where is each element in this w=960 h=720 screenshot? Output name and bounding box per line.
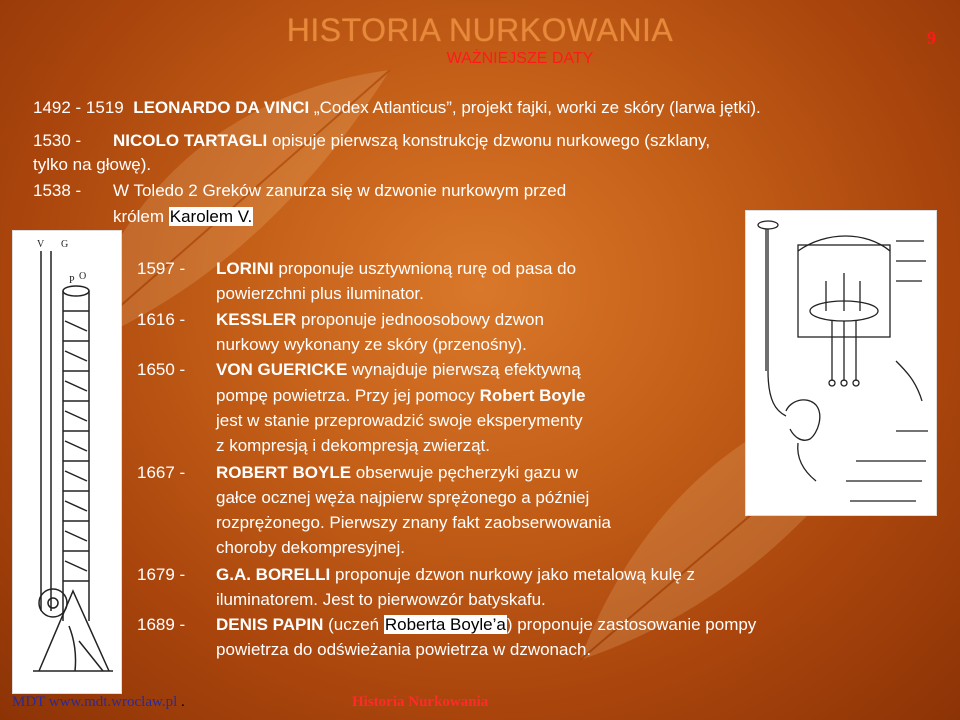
lorini-tube-illustration [12, 230, 122, 694]
entry-text: królem [113, 207, 169, 226]
entry-text: obserwuje pęcherzyki gazu w [351, 463, 578, 482]
entry-1492 [33, 98, 761, 118]
entry-1679-cont: iluminatorem. Jest to pierwowzór batyskafu. [216, 590, 546, 609]
entry-1667-cont2: rozprężonego. Pierwszy znany fakt zaobserwowania [216, 513, 611, 532]
entry-name: NICOLO TARTAGLI [113, 131, 268, 150]
entry-1679 [137, 565, 695, 585]
slide-subtitle: WAŻNIEJSZE DATY [446, 50, 594, 67]
entry-text: proponuje usztywnioną rurę od pasa do [273, 259, 577, 278]
entry-1538-cont [113, 207, 253, 227]
entry-date: 1530 - [33, 131, 82, 150]
entry-1650-cont2: jest w stanie przeprowadzić swoje eksperymenty [216, 411, 583, 430]
slide-title: HISTORIA NURKOWANIA [286, 12, 674, 48]
entry-1650 [137, 360, 581, 380]
entry-text: ) proponuje zastosowanie pompy [506, 615, 757, 634]
entry-1650-cont3: z kompresją i dekompresją zwierząt. [216, 436, 490, 455]
highlighted-name: Karolem V. [169, 207, 253, 226]
entry-date: 1492 - 1519 [33, 98, 124, 117]
entry-text: (uczeń [323, 615, 384, 634]
entry-1538 [33, 181, 566, 201]
entry-text: proponuje jednoosobowy dzwon [296, 310, 544, 329]
entry-1689-cont: powietrza do odświeżania powietrza w dzwonach. [216, 640, 592, 659]
entry-date: 1689 - [137, 615, 186, 634]
svg-text:P: P [69, 275, 75, 286]
entry-text: W Toledo 2 Greków zanurza się w dzwonie nurkowym przed [113, 181, 567, 200]
entry-1616 [137, 310, 544, 330]
entry-date: 1616 - [137, 310, 186, 329]
entry-date: 1667 - [137, 463, 186, 482]
entry-1597 [137, 259, 576, 279]
slide-number: 9 [927, 28, 936, 48]
entry-1667 [137, 463, 578, 483]
entry-name: LORINI [216, 259, 274, 278]
entry-1689 [137, 615, 756, 635]
entry-date: 1597 - [137, 259, 186, 278]
entry-text: pompę powietrza. Przy jej pomocy [216, 386, 480, 405]
entry-1667-cont1: gałce ocznej węża najpierw sprężonego a później [216, 488, 590, 507]
entry-name: G.A. BORELLI [216, 565, 331, 584]
entry-1597-cont: powierzchni plus iluminator. [216, 284, 424, 303]
entry-text: wynajduje pierwszą efektywną [347, 360, 581, 379]
leonardo-codex-sketch [745, 210, 937, 516]
entry-name: Robert Boyle [479, 386, 586, 405]
footer-website-text[interactable]: MDT www.mdt.wroclaw.pl [12, 694, 178, 710]
entry-1616-cont: nurkowy wykonany ze skóry (przenośny). [216, 335, 527, 354]
highlighted-name: Roberta Boyle’a [384, 615, 506, 634]
entry-name: ROBERT BOYLE [216, 463, 352, 482]
svg-text:G: G [61, 239, 69, 250]
entry-1530 [33, 131, 710, 151]
entry-1650-cont1 [216, 386, 585, 406]
entry-date: 1679 - [137, 565, 186, 584]
entry-1530-cont: tylko na głowę). [33, 155, 152, 174]
footer-title: Historia Nurkowania [352, 694, 489, 710]
svg-text:O: O [79, 271, 87, 282]
entry-text: „Codex Atlanticus”, projekt fajki, worki ze skóry (larwa jętki). [309, 98, 761, 117]
entry-name: KESSLER [216, 310, 297, 329]
entry-name: LEONARDO DA VINCI [133, 98, 310, 117]
entry-name: DENIS PAPIN [216, 615, 324, 634]
entry-1667-cont3: choroby dekompresyjnej. [216, 538, 405, 557]
entry-text: opisuje pierwszą konstrukcję dzwonu nurkowego (szklany, [267, 131, 711, 150]
footer-dot: . [177, 694, 185, 710]
entry-name: VON GUERICKE [216, 360, 348, 379]
entry-date: 1538 - [33, 181, 82, 200]
entry-date: 1650 - [137, 360, 186, 379]
footer-website-link[interactable] [12, 694, 185, 711]
svg-text:V: V [37, 239, 45, 250]
entry-text: proponuje dzwon nurkowy jako metalową kulę z [330, 565, 696, 584]
